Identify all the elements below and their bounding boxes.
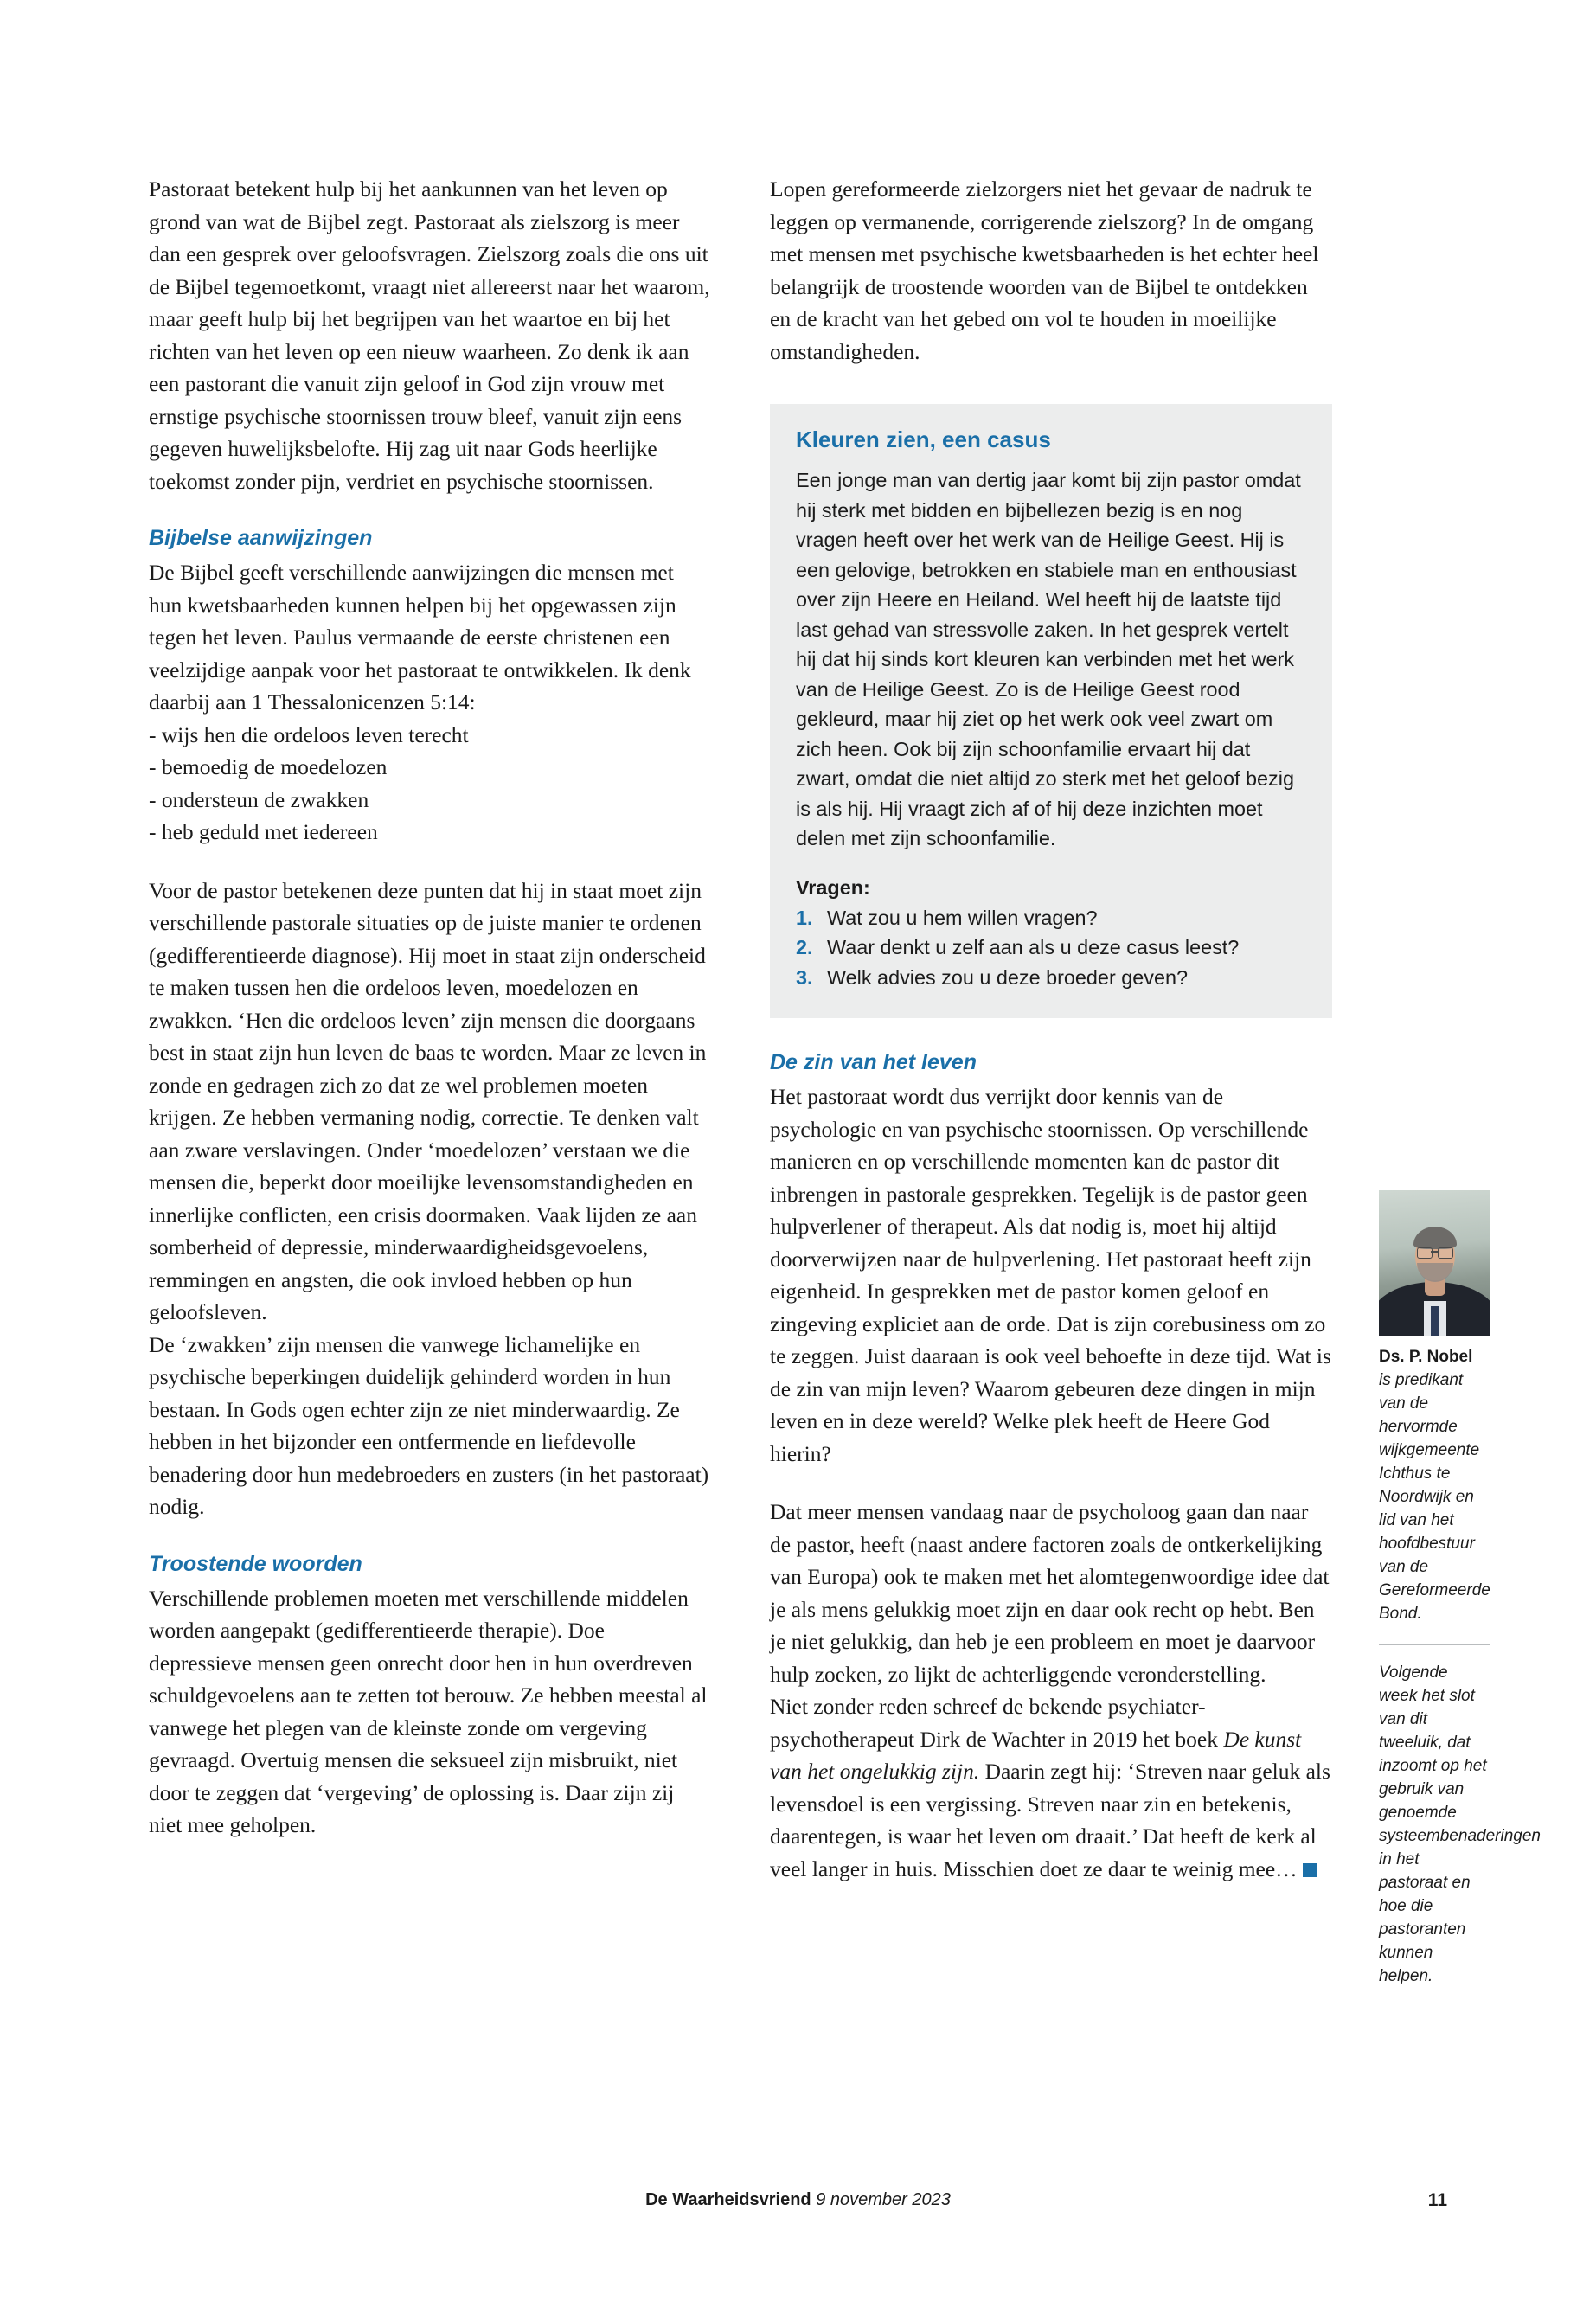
footer-publication-line	[0, 2190, 1596, 2210]
subheading-bijbelse-aanwijzingen: Bijbelse aanwijzingen	[149, 526, 373, 550]
casus-title: Kleuren zien, een casus	[796, 426, 1051, 452]
list-item: - wijs hen die ordeloos leven terecht	[149, 721, 469, 747]
paragraph: De Bijbel geeft verschillende aanwijzingen die mensen met hun kwetsbaarheden kunnen helpen bij het opgewassen zijn tegen het leven. Paulus vermaande de eerste christenen een veelzijdige aanpak voor het pastoraat te ontwikkelen. Ik denk daarbij aan 1 Thessalonicenzen 5:14:	[149, 560, 691, 715]
publication-name: De Waarheidsvriend	[645, 2190, 811, 2209]
question-number: 1.	[796, 906, 813, 929]
paragraph: Dat meer mensen vandaag naar de psycholoog gaan dan naar de pastor, heeft (naast andere factoren zoals de ontkerkelijking van Europa) ook te maken met het alomtegenwoordige idee dat je als mens gelukkig moet zijn en daar ook recht op hebt. Ben je niet gelukkig, dan heb je een probleem en moet je daarvoor hulp zoeken, zo lijkt de achterliggende veronderstelling.	[770, 1499, 1330, 1687]
casus-box	[770, 404, 1332, 1018]
author-name: Ds. P. Nobel	[1379, 1348, 1473, 1366]
list-item	[796, 933, 1306, 963]
author-sidebar	[1379, 1190, 1541, 1988]
list-item: - heb geduld met iedereen	[149, 819, 378, 844]
paragraph: Lopen gereformeerde zielzorgers niet het gevaar de nadruk te leggen op vermanende, corrigerende zielszorg? In de omgang met mensen met psychische kwetsbaarheden is het echter heel belangrijk de troostende woorden van de Bijbel te ontdekken en de kracht van het gebed om vol te houden in moeilijke omstandigheden.	[770, 176, 1319, 364]
casus-questions-list	[796, 903, 1306, 993]
question-text: Welk advies zou u deze broeder geven?	[827, 965, 1188, 989]
portrait-glasses	[1417, 1247, 1453, 1258]
paragraph: Voor de pastor betekenen deze punten dat hij in staat moet zijn verschillende pastorale situaties op de juiste manier te ordenen (gedifferentieerde diagnose). Hij moet in staat zijn onderscheid te maken tussen hen die ordeloos leven, moedelozen en zwakken. ‘Hen die ordeloos leven’ zijn mensen die doorgaans best in staat zijn hun leven de baas te worden. Maar ze leven in zonde en gedragen zich zo dat ze wel problemen moeten krijgen. Ze hebben vermaning nodig, correctie. Te denken valt aan zware verslavingen. Onder ‘moedelozen’ verstaan we die mensen die, beperkt door moeilijke levensomstandigheden en innerlijke conflicten, een crisis doormaken. Vaak lijden ze aan somberheid of depressie, minderwaardigheidsgevoelens, remmingen en angsten, die ook invloed hebben op hun geloofsleven.	[149, 877, 707, 1324]
subheading-troostende-woorden: Troostende woorden	[149, 1551, 362, 1576]
page-number: 11	[1427, 2190, 1447, 2210]
question-text: Wat zou u hem willen vragen?	[827, 906, 1098, 929]
paragraph-part: Daarin zegt hij: ‘Streven naar geluk als levensdoel is een vergissing. Streven naar zin en betekenis, daarentegen, is waar het leven om draait.’ Dat heeft de kerk al veel langer in huis. Misschien doet ze daar te weinig mee…	[770, 1759, 1330, 1881]
casus-questions-title: Vragen:	[796, 875, 870, 899]
book-title: De kunst van het ongelukkig zijn.	[770, 1726, 1302, 1784]
paragraph-part: Niet zonder reden schreef de bekende psychiater-psychotherapeut Dirk de Wachter in 2019 het boek	[770, 1694, 1224, 1752]
right-column	[770, 173, 1332, 1911]
end-of-article-marker	[1303, 1863, 1317, 1877]
question-number: 2.	[796, 936, 813, 958]
author-bio: is predikant van de hervormde wijkgemeente Ichthus te Noordwijk en lid van het hoofdbestuur van de Gereformeerde Bond.	[1379, 1371, 1490, 1623]
paragraph: De ‘zwakken’ zijn mensen die vanwege lichamelijke en psychische beperkingen duidelijk gehinderd worden in hun bestaan. In Gods ogen echter zijn ze niet minderwaardig. Ze hebben in het bijzonder een ontfermende en liefdevolle benadering door hun medebroeders en zusters (in het pastoraat) nodig.	[149, 1331, 709, 1519]
page-footer	[0, 2190, 1596, 2210]
casus-body: Een jonge man van dertig jaar komt bij zijn pastor omdat hij sterk met bidden en bijbellezen bezig is en nog vragen heeft over het werk van de Heilige Geest. Hij is een gelovige, betrokken en stabiele man en enthousiast over zijn Heere en Heiland. Wel heeft hij de laatste tijd last gehad van stressvolle zaken. In het gesprek vertelt hij dat hij sinds kort kleuren kan verbinden met het werk van de Heilige Geest. Zo is de Heilige Geest rood gekleurd, maar hij ziet op het werk ook veel zwart om zich heen. Ook bij zijn schoonfamilie ervaart hij dat zwart, omdat die niet altijd zo sterk met het geloof bezig is als hij. Hij vraagt zich af of hij deze inzichten moet delen met zijn schoonfamilie.	[796, 469, 1301, 849]
portrait-tie	[1431, 1306, 1439, 1336]
list-item	[796, 963, 1306, 993]
question-number: 3.	[796, 965, 813, 989]
paragraph: Verschillende problemen moeten met verschillende middelen worden aangepakt (gedifferentieerde therapie). Doe depressieve mensen geen onrecht door hen in hun overdreven schuldgevoelens aan te zetten tot berouw. Ze hebben meestal al vanwege het plegen van de kleinste zonde om vergeving gevraagd. Overtuig mensen die seksueel zijn misbruikt, niet door te zeggen dat ‘vergeving’ de oplossing is. Daar zijn zij niet mee geholpen.	[149, 1585, 708, 1837]
subheading-de-zin-van-het-leven: De zin van het leven	[770, 1050, 977, 1074]
list-item	[796, 903, 1306, 933]
author-next-week-note: Volgende week het slot van dit tweeluik, dat inzoomt op het gebruik van genoemde systeembenaderingen in het pastoraat en hoe die pastoranten kunnen helpen.	[1379, 1663, 1541, 1985]
author-portrait	[1379, 1190, 1490, 1336]
question-text: Waar denkt u zelf aan als u deze casus leest?	[827, 936, 1240, 958]
paragraph: Pastoraat betekent hulp bij het aankunnen van het leven op grond van wat de Bijbel zegt. Pastoraat als zielszorg is meer dan een gesprek over geloofsvragen. Zielszorg zoals die ons uit de Bijbel tegemoetkomt, vraagt niet allereerst naar het waarom, maar geeft hulp bij het begrijpen van het waartoe en bij het richten van het leven op een nieuw waarheen. Zo denk ik aan een pastorant die vanuit zijn geloof in God zijn vrouw met ernstige psychische stoornissen trouw bleef, vanuit zijn eens gegeven huwelijksbelofte. Hij zag uit naar Gods heerlijke toekomst zonder pijn, verdriet en psychische stoornissen.	[149, 176, 710, 494]
divider	[1379, 1644, 1490, 1645]
paragraph: Het pastoraat wordt dus verrijkt door kennis van de psychologie en van psychische stoornissen. Op verschillende manieren en op verschillende momenten kan de pastor dit inbrengen in pastorale gesprekken. Tegelijk is de pastor geen hulpverlener of therapeut. Als dat nodig is, moet hij altijd doorverwijzen naar de hulpverlening. Het pastoraat heeft zijn eigenheid. In gesprekken met de pastor komen geloof en zingeving expliciet aan de orde. Dat is zijn corebusiness om zo te zeggen. Juist daaraan is ook veel behoefte in deze tijd. Wat is de zin van mijn leven? Waarom gebeuren deze dingen in mijn leven en in deze wereld? Welke plek heeft de Heere God hierin?	[770, 1084, 1331, 1466]
paragraph-with-booktitle	[770, 1690, 1332, 1885]
article-body	[149, 173, 1541, 2102]
publication-date: 9 november 2023	[816, 2190, 951, 2209]
list-item: - bemoedig de moedelozen	[149, 754, 388, 779]
glasses-lens-left	[1417, 1247, 1433, 1259]
list-item: - ondersteun de zwakken	[149, 786, 369, 812]
left-column	[149, 173, 711, 1868]
glasses-lens-right	[1438, 1247, 1453, 1259]
